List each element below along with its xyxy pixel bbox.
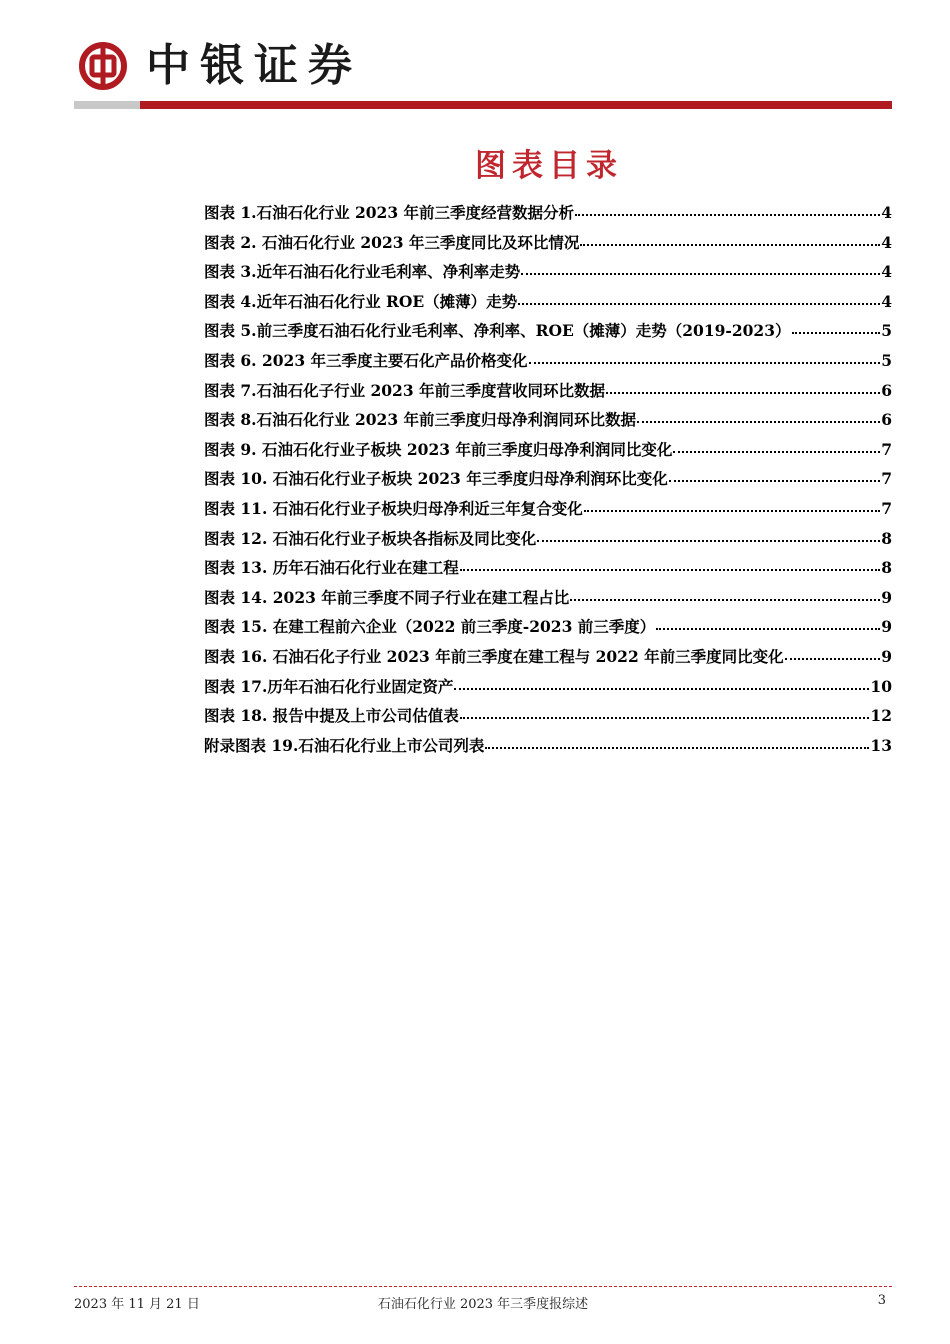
toc-leader-dots [673,451,880,453]
toc-entry[interactable] [204,260,892,290]
toc-entry-label: 图表 7.石油石化子行业 2023 年前三季度营收同环比数据 [204,380,606,400]
toc-entry-label: 图表 10. 石油石化行业子板块 2023 年三季度归母净利润环比变化 [204,469,668,489]
toc-entry-label: 图表 8.石油石化行业 2023 年前三季度归母净利润同环比数据 [204,410,637,430]
toc-entry-page: 13 [870,735,892,755]
toc-entry[interactable] [204,497,892,527]
toc-leader-dots [606,392,880,394]
toc-entry[interactable] [204,290,892,320]
toc-leader-dots [454,688,869,690]
toc-entry-label: 图表 4.近年石油石化行业 ROE（摊薄）走势 [204,291,518,311]
toc-entry-label: 图表 18. 报告中提及上市公司估值表 [204,706,459,726]
toc-entry-page: 7 [881,439,892,459]
toc-entry-page: 6 [881,410,892,430]
toc-entry[interactable] [204,379,892,409]
toc-entry-page: 4 [881,232,892,252]
toc-entry[interactable] [204,201,892,231]
toc-entry[interactable] [204,467,892,497]
toc-leader-dots [785,658,881,660]
toc-entry[interactable] [204,438,892,468]
toc-entry-page: 4 [881,203,892,222]
toc-entry-label: 图表 6. 2023 年三季度主要石化产品价格变化 [204,350,528,370]
toc-leader-dots [580,244,880,246]
toc-entry[interactable] [204,586,892,616]
header-rule-gray [74,101,140,109]
toc-leader-dots [792,332,881,334]
toc-entry-page: 8 [881,528,892,548]
toc-leader-dots [656,628,880,630]
toc-entry-label: 图表 14. 2023 年前三季度不同子行业在建工程占比 [204,587,570,607]
toc-entry[interactable] [204,349,892,379]
toc-entry[interactable] [204,645,892,675]
toc-entry[interactable] [204,231,892,261]
footer-page-number: 3 [877,1293,886,1308]
toc-entry-label: 图表 17.历年石油石化行业固定资产 [204,676,454,696]
toc-entry[interactable] [204,408,892,438]
toc-entry-page: 8 [881,558,892,578]
toc-entry-label: 图表 11. 石油石化行业子板块归母净利近三年复合变化 [204,498,583,518]
toc-entry-page: 4 [881,262,892,282]
toc-entry-page: 4 [881,291,892,311]
toc-entry-page: 5 [881,350,892,370]
toc-leader-dots [521,273,880,275]
toc-leader-dots [537,540,880,542]
toc-title: 图表目录 [475,148,623,184]
brand-name: 中银证券 [146,40,362,91]
toc-entry-label: 图表 13. 历年石油石化行业在建工程 [204,558,459,578]
toc-entry[interactable] [204,734,892,764]
toc-entry-page: 12 [870,706,892,726]
toc-entry-label: 图表 16. 石油石化子行业 2023 年前三季度在建工程与 2022 年前三季度同比变化 [204,646,784,666]
page-footer [74,1293,892,1313]
header-rule-red [140,101,892,109]
toc-entry-page: 9 [881,587,892,607]
toc-leader-dots [460,717,870,719]
toc-leader-dots [584,510,880,512]
toc-leader-dots [485,747,869,749]
toc-entry-page: 9 [881,646,892,666]
toc-entry-label: 图表 9. 石油石化行业子板块 2023 年前三季度归母净利润同比变化 [204,439,673,459]
toc-leader-dots [575,214,880,216]
footer-report-title: 石油石化行业 2023 年三季度报综述 [377,1297,589,1312]
toc-leader-dots [518,303,880,305]
bank-of-china-logo-icon [78,41,128,91]
toc-entry[interactable] [204,527,892,557]
toc-entry[interactable] [204,704,892,734]
toc-entry-label: 图表 15. 在建工程前六企业（2022 前三季度-2023 前三季度） [204,617,656,637]
toc-entry[interactable] [204,675,892,705]
toc-leader-dots [637,421,880,423]
page-header [0,0,950,112]
toc-entry[interactable] [204,556,892,586]
toc-leader-dots [529,362,881,364]
toc-entry-page: 10 [870,676,892,696]
toc-entry-page: 5 [881,321,892,341]
toc-list [204,201,892,763]
toc-entry-label: 附录图表 19.石油石化行业上市公司列表 [204,735,485,755]
toc-entry-page: 6 [881,380,892,400]
toc-leader-dots [570,599,880,601]
toc-entry[interactable] [204,319,892,349]
toc-leader-dots [669,480,881,482]
toc-entry-label: 图表 1.石油石化行业 2023 年前三季度经营数据分析 [204,203,575,222]
toc-entry-page: 9 [881,617,892,637]
toc-entry-label: 图表 3.近年石油石化行业毛利率、净利率走势 [204,262,521,282]
toc-entry-label: 图表 2. 石油石化行业 2023 年三季度同比及环比情况 [204,232,580,252]
toc-entry-page: 7 [881,498,892,518]
toc-leader-dots [460,569,880,571]
footer-divider [74,1286,892,1287]
toc-entry-page: 7 [881,469,892,489]
toc-entry-label: 图表 12. 石油石化行业子板块各指标及同比变化 [204,528,537,548]
toc-entry-label: 图表 5.前三季度石油石化行业毛利率、净利率、ROE（摊薄）走势（2019-2023） [204,321,791,341]
footer-date: 2023 年 11 月 21 日 [74,1297,200,1312]
toc-entry[interactable] [204,615,892,645]
